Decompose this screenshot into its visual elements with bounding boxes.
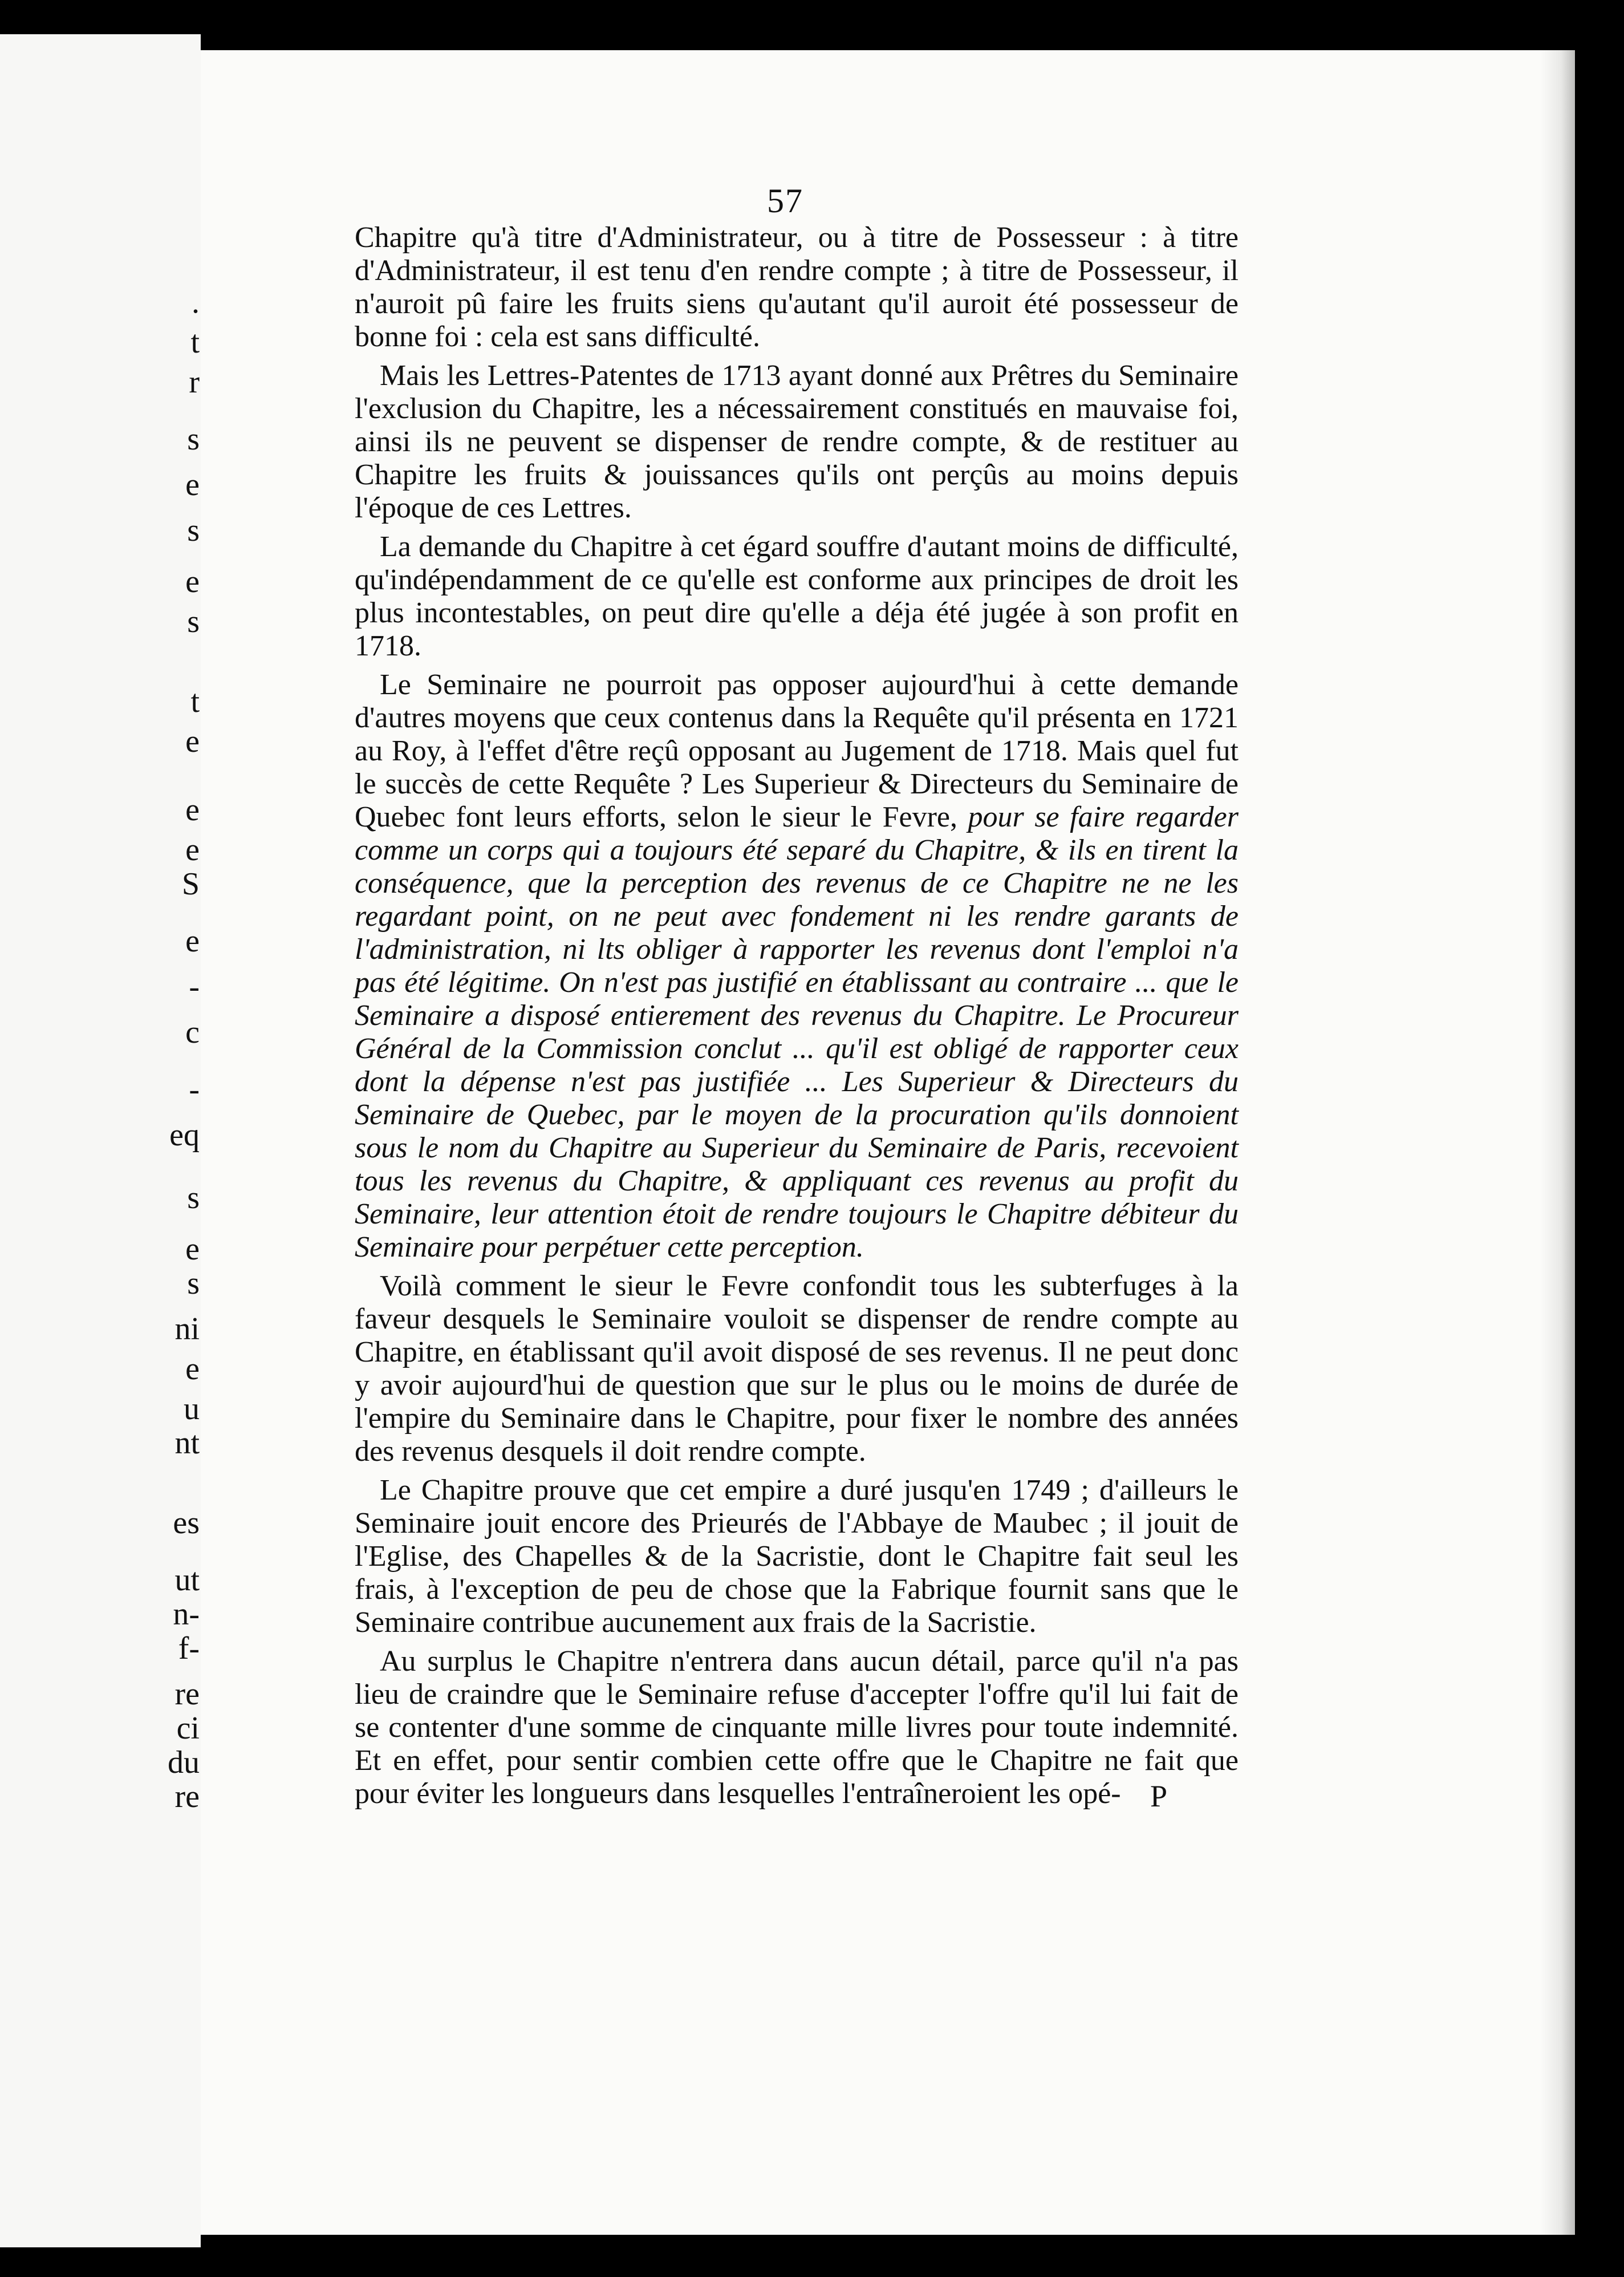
paragraph-text: Voilà comment le sieur le Fevre confondit tous les subterfuges à la faveur desquels le Seminaire vouloit se dispenser de rendre compte au Chapitre, en établissant qu'il avoit disposé de ses revenus. Il ne peut donc y avoir aujourd'hui de question que sur le plus ou le moins de durée de l'empire du Seminaire dans le Chapitre, pour fixer le nombre des années des revenus desquels il doit rendre compte. xyxy=(355,1270,1239,1468)
left-page-text-fragment: e xyxy=(185,1231,200,1267)
left-page-text-fragment: e xyxy=(185,792,200,828)
left-page-text-fragment: eq xyxy=(169,1117,200,1153)
left-page-edge-text xyxy=(165,34,201,2247)
paragraph-text: La demande du Chapitre à cet égard souffre d'autant moins de difficulté, qu'indépendamment de ce qu'elle est conforme aux principes de droit les plus incontestables, on peut dire qu'elle a déja été jugée à son profit en 1718. xyxy=(355,530,1239,662)
body-paragraph xyxy=(355,1474,1239,1639)
body-paragraph xyxy=(355,1645,1239,1810)
left-page-text-fragment: s xyxy=(187,513,200,548)
left-page-text-fragment: ut xyxy=(174,1562,200,1598)
left-facing-page xyxy=(0,34,201,2247)
left-page-text-fragment: - xyxy=(189,1072,200,1107)
left-page-text-fragment: - xyxy=(189,969,200,1004)
left-page-text-fragment: es xyxy=(173,1505,200,1541)
left-page-text-fragment: e xyxy=(185,724,200,759)
left-page-text-fragment: s xyxy=(187,422,200,457)
left-page-text-fragment: s xyxy=(187,604,200,639)
left-page-text-fragment: du xyxy=(168,1745,200,1780)
left-page-text-fragment: e xyxy=(185,467,200,503)
left-page-text-fragment: e xyxy=(185,923,200,959)
left-page-text-fragment: e xyxy=(185,564,200,599)
left-page-text-fragment: n- xyxy=(173,1597,200,1632)
page-body-text xyxy=(355,221,1239,1816)
left-page-text-fragment: ni xyxy=(174,1311,200,1347)
left-page-text-fragment: r xyxy=(189,364,200,400)
body-paragraph xyxy=(355,359,1239,525)
paragraph-text: Le Seminaire ne pourroit pas opposer aujourd'hui à cette demande d'autres moyens que ceux contenus dans la Requête qu'il présenta en 1721 au Roy, à l'effet d'être reçû opposant au Jugement de 1718. Mais quel fut le succès de cette Requête ? Les Superieur & Directeurs du Seminaire de Quebec font leurs efforts, selon le sieur le Fevre, xyxy=(355,668,1239,833)
body-paragraph xyxy=(355,668,1239,1264)
paragraph-text: Au surplus le Chapitre n'entrera dans aucun détail, parce qu'il n'a pas lieu de craindre que le Seminaire refuse d'accepter l'offre qu'il lui fait de se contenter d'une somme de cinquante mille livres pour toute indemnité. Et en effet, pour sentir combien cette offre que le Chapitre ne fait que pour éviter les longueurs dans lesquelles l'entraîneroient les opé- xyxy=(355,1645,1239,1810)
signature-mark: P xyxy=(1150,1779,1168,1813)
left-page-text-fragment: t xyxy=(190,684,200,719)
left-page-text-fragment: s xyxy=(187,1266,200,1301)
body-paragraph xyxy=(355,1270,1239,1468)
left-page-text-fragment: re xyxy=(174,1676,200,1712)
left-page-text-fragment: u xyxy=(184,1391,200,1427)
italic-quotation: pour se faire regarder comme un corps qui a toujours été separé du Chapitre, & ils en tirent la conséquence, que la perception des revenus de ce Chapitre ne ne les regardant point, on ne peut avec fondement ni les rendre garants de l'administration, ni lts obliger à rapporter les revenus dont l'emploi n'a pas été légitime. On n'est pas justifié en établissant au contraire ... que le Seminaire a disposé entierement des revenus du Chapitre. Le Procureur Général de la Commission conclut ... qu'il est obligé de rapporter ceux dont la dépense n'est pas justifiée ... Les Superieur & Directeurs du Seminaire de Quebec, par le moyen de la procuration qu'ils donnoient sous le nom du Chapitre au Superieur du Seminaire de Paris, recevoient tous les revenus du Chapitre, & appliquant ces revenus au profit du Seminaire, leur attention étoit de rendre toujours le Chapitre débiteur du Seminaire pour perpétuer cette perception. xyxy=(355,801,1239,1263)
left-page-text-fragment: ci xyxy=(176,1711,200,1746)
paragraph-text: Chapitre qu'à titre d'Administrateur, ou à titre de Possesseur : à titre d'Administrateur, il est tenu d'en rendre compte ; à titre de Possesseur, il n'auroit pû faire les fruits siens qu'autant qu'il auroit été possesseur de bonne foi : cela est sans difficulté. xyxy=(355,221,1239,353)
left-page-text-fragment: . xyxy=(192,285,200,320)
page-right-edge-shadow xyxy=(1541,50,1575,2235)
left-page-text-fragment: e xyxy=(185,1351,200,1387)
left-page-text-fragment: s xyxy=(187,1180,200,1216)
left-page-text-fragment: c xyxy=(185,1015,200,1050)
left-page-text-fragment: f- xyxy=(178,1631,200,1666)
left-page-text-fragment: nt xyxy=(174,1425,200,1461)
paragraph-text: Le Chapitre prouve que cet empire a duré jusqu'en 1749 ; d'ailleurs le Seminaire jouit encore des Prieurés de l'Abbaye de Maubec ; il jouit de l'Eglise, des Chapelles & de la Sacristie, dont le Chapitre fait seul les frais, à l'exception de peu de chose que la Fabrique fournit sans que le Seminaire contribue aucunement aux frais de la Sacristie. xyxy=(355,1474,1239,1639)
paragraph-text: Mais les Lettres-Patentes de 1713 ayant donné aux Prêtres du Seminaire l'exclusion du Chapitre, les a nécessairement constitués en mauvaise foi, ainsi ils ne peuvent se dispenser de rendre compte, & de restituer au Chapitre les fruits & jouissances qu'ils ont perçûs au moins depuis l'époque de ces Lettres. xyxy=(355,359,1239,524)
left-page-text-fragment: e xyxy=(185,832,200,868)
body-paragraph xyxy=(355,221,1239,354)
page-number: 57 xyxy=(767,182,803,220)
left-page-text-fragment: S xyxy=(181,866,200,902)
left-page-text-fragment: re xyxy=(174,1779,200,1814)
left-page-text-fragment: t xyxy=(190,325,200,360)
body-paragraph xyxy=(355,530,1239,663)
